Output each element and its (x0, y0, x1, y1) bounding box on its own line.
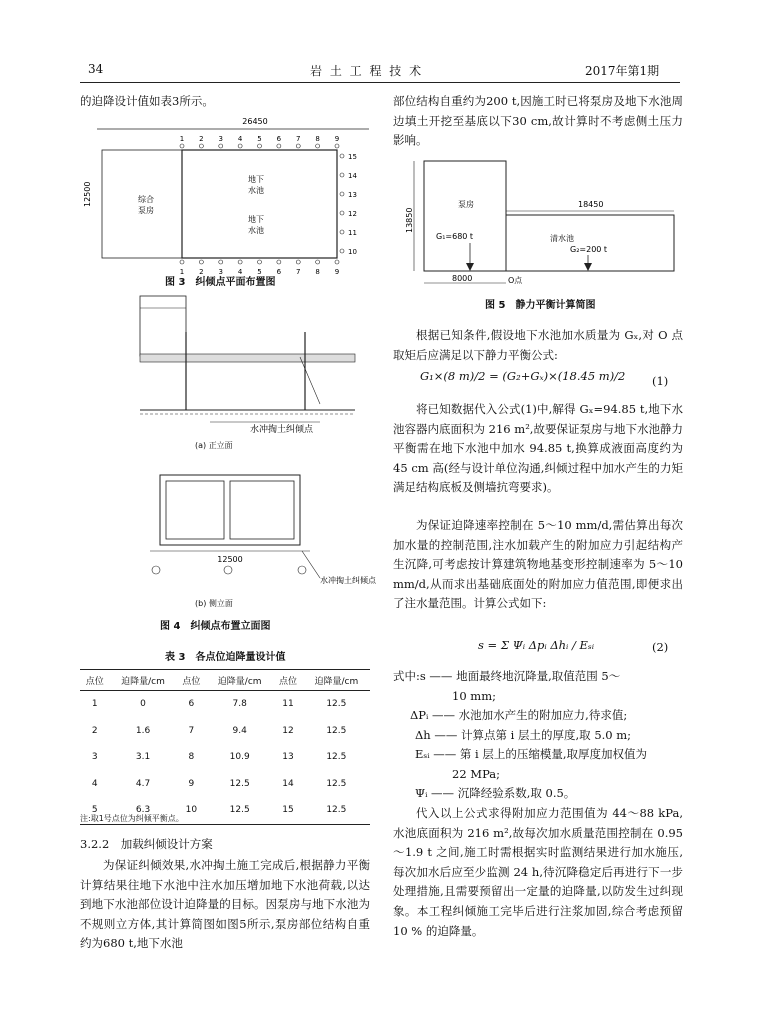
fig5-dim-top: 18450 (578, 200, 604, 209)
figure-5-caption: 图 5 静力平衡计算简图 (485, 300, 596, 311)
fig3-point-marker (316, 260, 320, 264)
fig5-g2: G₂=200 t (570, 245, 608, 254)
fig3-point-marker (296, 260, 300, 264)
fig3-point-marker (340, 173, 344, 177)
figure-5-diagram (400, 155, 680, 290)
fig3-point-marker (296, 144, 300, 148)
fig3-point-label: 7 (296, 268, 301, 276)
table-row: 1 0 6 7.8 11 12.5 (91, 699, 347, 710)
fig3-point-label: 11 (348, 229, 357, 237)
fig5-pump-label: 泵房 (458, 200, 474, 209)
fig4b-label: 水冲掏土纠倾点 (320, 576, 376, 585)
right-paragraph-2: 根据已知条件,假设地下水池加水质量为 Gₓ,对 O 点取矩后应满足以下静力平衡公式: (393, 328, 683, 362)
journal-title: 岩 土 工 程 技 术 (310, 64, 424, 78)
equation-2-number: (2) (652, 640, 669, 654)
fig3-pool-4: 水池 (248, 226, 264, 235)
fig3-point-marker (258, 260, 262, 264)
fig3-point-marker (316, 144, 320, 148)
def-line: Eₛᵢ —— 第 i 层上的压缩模量,取厚度加权值为 (415, 747, 648, 761)
fig3-pool-3: 地下 (248, 215, 264, 224)
fig3-pool-2: 水池 (248, 186, 264, 195)
fig3-point-label: 3 (218, 135, 223, 143)
def-line: ΔPᵢ —— 水池加水产生的附加应力,待求值; (410, 708, 628, 722)
fig3-point-marker (340, 154, 344, 158)
issue-label: 2017年第1期 (585, 64, 660, 78)
right-paragraph-4: 为保证迫降速率控制在 5～10 mm/d,需估算出每次加水量的控制范围,注水加载产生的附加应力引起结构产生沉降,可考虑按计算建筑物地基变形控制速率为 5～10 mm/d,从而求出基础底面处的附加应力值范围,即便求出了注水量范围。计算公式如下: (393, 518, 683, 611)
section-heading (80, 836, 213, 852)
fig3-point-label: 2 (199, 268, 204, 276)
figure-3-plan (80, 112, 370, 282)
fig3-point-marker (238, 144, 242, 148)
fig3-point-label: 9 (334, 268, 340, 276)
table-header: 迫降量/cm (303, 670, 370, 691)
fig3-point-marker (199, 144, 203, 148)
fig3-point-label: 8 (315, 268, 320, 276)
fig3-point-label: 13 (348, 191, 357, 199)
def-line: Ψᵢ —— 沉降经验系数,取 0.5。 (415, 786, 576, 800)
fig5-origin: O点 (508, 276, 523, 285)
figure-4-caption: 图 4 纠倾点布置立面图 (160, 621, 271, 632)
fig3-point-label: 1 (179, 268, 185, 276)
fig3-point-marker (219, 144, 223, 148)
left-top-text: 的迫降设计值如表3所示。 (80, 94, 214, 108)
pool-outline (182, 150, 337, 258)
def-line: 10 mm; (452, 689, 496, 703)
fig3-point-label: 1 (179, 135, 185, 143)
fig3-width-dim: 26450 (242, 117, 268, 126)
fig3-point-label: 5 (257, 135, 262, 143)
fig3-point-marker (340, 230, 344, 234)
table-header: 点位 (80, 670, 109, 691)
fig3-point-marker (180, 144, 184, 148)
fig5-dim-bottom: 8000 (452, 274, 473, 283)
figure-3-caption: 图 3 纠倾点平面布置图 (165, 277, 276, 288)
header-rule (80, 82, 680, 83)
table-row: 4 4.7 9 12.5 14 12.5 (91, 778, 347, 789)
fig3-point-marker (340, 249, 344, 253)
fig3-point-label: 3 (218, 268, 223, 276)
equation-1: G₁×(8 m)/2 = (G₂+Gₓ)×(18.45 m)/2 (420, 369, 626, 383)
table-row: 5 6.3 10 12.5 15 12.5 (80, 797, 370, 824)
fig3-block-2: 泵房 (138, 206, 154, 215)
table-header: 点位 (273, 670, 302, 691)
equation-2: s = Σ Ψᵢ Δpᵢ Δhᵢ / Eₛᵢ (478, 638, 595, 652)
table-3-caption: 表 3 各点位迫降量设计值 (165, 652, 286, 663)
fig3-point-marker (340, 211, 344, 215)
fig3-point-label: 4 (237, 268, 243, 276)
section-number: 3.2.2 (80, 837, 110, 851)
table-row: 2 1.6 7 9.4 12 12.5 (91, 725, 347, 736)
fig5-pool-label: 清水池 (550, 234, 574, 243)
fig3-block-1: 综合 (138, 195, 154, 204)
def-line: Δh —— 计算点第 i 层土的厚度,取 5.0 m; (415, 728, 632, 742)
fig3-point-marker (335, 260, 339, 264)
left-body-paragraph: 为保证纠倾效果,水冲掏土施工完成后,根据静力平衡计算结果往地下水池中注水加压增加地下水池荷载,以达到地下水池部位设计迫降量的目标。因泵房与地下水池为不规则立方体,其计算简图如图5所示,泵房部位结构自重约为680 t,地下水池 (80, 858, 370, 951)
fig3-point-label: 12 (348, 210, 357, 218)
fig3-point-marker (277, 260, 281, 264)
figure-4a-elevation (120, 292, 360, 442)
fig3-point-marker (219, 260, 223, 264)
fig3-point-marker (335, 144, 339, 148)
fig3-point-marker (199, 260, 203, 264)
table-header: 迫降量/cm (206, 670, 273, 691)
table-3 (80, 669, 370, 825)
equation-1-number: (1) (652, 374, 669, 388)
fig4-sub-b: (b) 侧立面 (195, 599, 233, 608)
table-header: 迫降量/cm (109, 670, 176, 691)
table-3-note: 注:取1号点位为纠倾平衡点。 (80, 814, 184, 823)
fig4b-dim: 12500 (217, 555, 243, 564)
section-title: 加载纠倾设计方案 (120, 837, 213, 851)
fig3-height-dim: 12500 (83, 181, 92, 207)
fig3-point-label: 4 (237, 135, 243, 143)
fig3-point-label: 7 (296, 135, 301, 143)
fig5-dim-left: 13850 (405, 207, 414, 233)
fig3-point-label: 8 (315, 135, 320, 143)
fig3-point-marker (180, 260, 184, 264)
fig3-pool-1: 地下 (248, 175, 264, 184)
def-line: 22 MPa; (452, 767, 501, 781)
fig3-point-label: 6 (276, 268, 282, 276)
fig3-point-label: 6 (276, 135, 282, 143)
right-paragraph-1: 部位结构自重约为200 t,因施工时已将泵房及地下水池周边填土开挖至基底以下30 cm,故计算时不考虑侧土压力影响。 (393, 94, 683, 148)
fig4-sub-a: (a) 正立面 (195, 441, 233, 450)
table-row: 3 3.1 8 10.9 13 12.5 (91, 752, 347, 763)
fig3-point-label: 14 (348, 172, 357, 180)
fig3-point-label: 5 (257, 268, 262, 276)
fig3-point-marker (277, 144, 281, 148)
right-paragraph-5: 代入以上公式求得附加应力范围值为 44～88 kPa,水池底面积为 216 m²,故每次加水质量范围控制在 0.95～1.9 t 之间,施工时需根据实时监测结果进行加水施压,每次加水后应至少监测 24 h,待沉降稳定后再进行下一步处理措施,且需要预留出一定量的迫降量,以防发生过纠现象。本工程纠倾施工完毕后进行注浆加固,综合考虑预留 10 % 的迫降量。 (393, 806, 683, 938)
fig3-point-label: 2 (199, 135, 204, 143)
def-line: 式中:s —— 地面最终地沉降量,取值范围 5～ (393, 669, 621, 683)
fig3-point-label: 15 (348, 153, 357, 161)
fig4a-label: 水冲掏土纠倾点 (250, 425, 314, 435)
fig3-point-marker (238, 260, 242, 264)
pump-room-outline (102, 150, 182, 258)
page-number: 34 (88, 62, 104, 76)
right-paragraph-3: 将已知数据代入公式(1)中,解得 Gₓ=94.85 t,地下水池容器内底面积为 216 m²,故要保证泵房与地下水池静力平衡需在地下水池中加水 94.85 t,换算成液面高度约为 45 cm 高(经与设计单位沟通,纠倾过程中加水产生的力矩满足结构底板及侧墙抗弯要求)。 (393, 402, 683, 495)
fig3-point-marker (340, 192, 344, 196)
figure-4b-side (120, 455, 376, 595)
table-header: 点位 (177, 670, 206, 691)
fig3-point-label: 9 (334, 135, 340, 143)
fig3-point-label: 10 (348, 248, 357, 256)
fig5-g1: G₁=680 t (436, 232, 474, 241)
fig3-point-marker (258, 144, 262, 148)
